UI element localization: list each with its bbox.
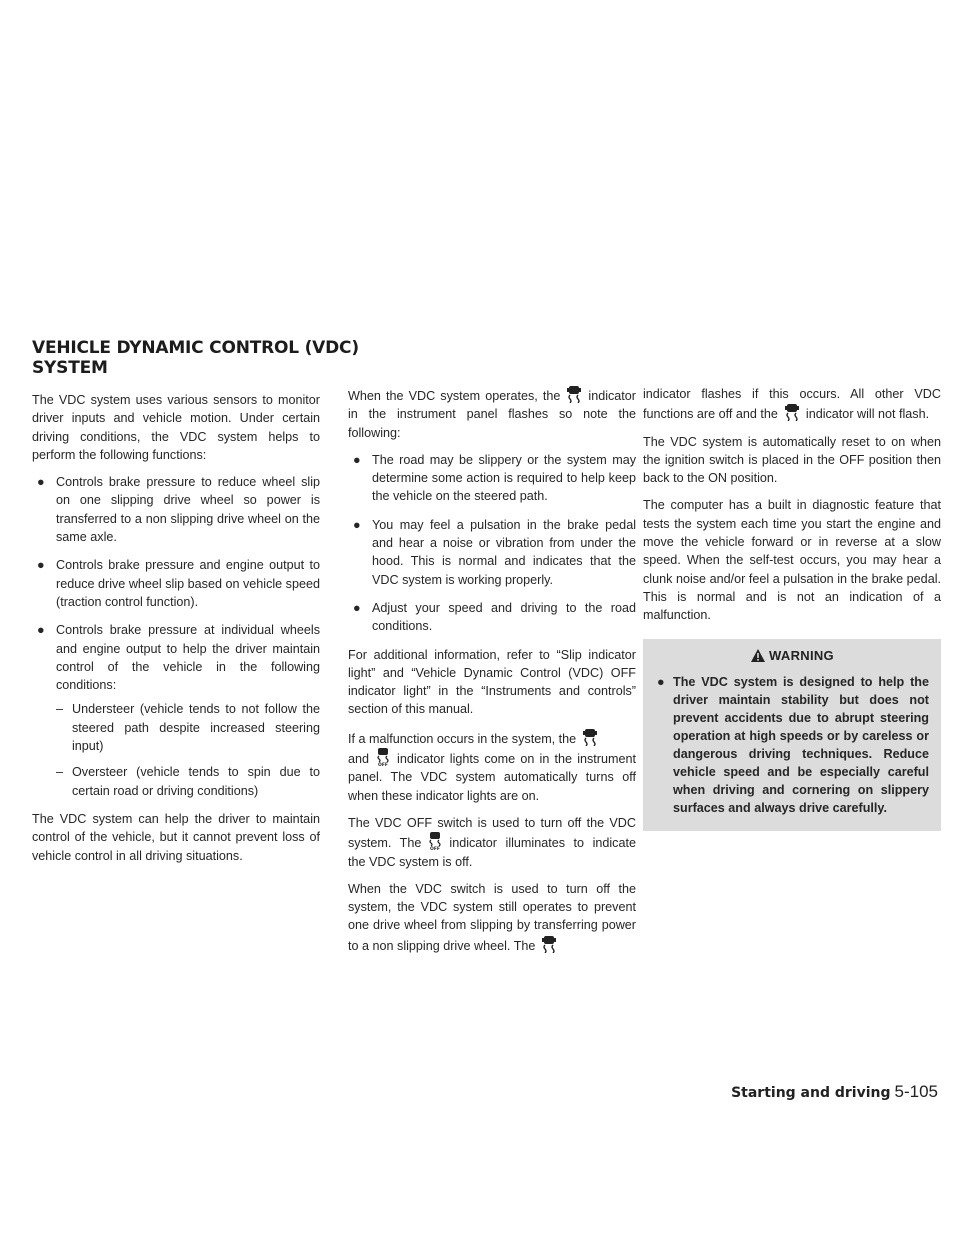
intro-paragraph: The VDC system uses various sensors to monitor driver inputs and vehicle motion. Under certain driving conditions, the VDC system helps to perform the following functions: xyxy=(32,393,320,462)
closing-paragraph: The VDC system can help the driver to maintain control of the vehicle, but it cannot prevent loss of vehicle control in all driving situations. xyxy=(32,811,320,863)
dash-mark: – xyxy=(56,702,64,717)
section-title xyxy=(32,338,359,378)
bullet-mark: ● xyxy=(353,600,361,615)
switch-operation-paragraph: When the VDC switch is used to turn off the system, the VDC system still operates to prevent one drive wheel from slipping by transferring power to a non slipping drive wheel. The xyxy=(348,881,636,953)
right-column xyxy=(643,385,941,831)
list-item: ● Controls brake pressure and engine output to reduce drive wheel slip based on vehicle speed (traction control function). xyxy=(37,558,320,609)
reset-paragraph: The VDC system is automatically reset to on when the ignition switch is placed in the OFF position then back to the ON position. xyxy=(643,434,941,486)
function-list xyxy=(32,473,320,800)
left-column xyxy=(32,391,320,874)
slip-indicator-icon xyxy=(579,728,601,746)
malfunction-paragraph: If a malfunction occurs in the system, the and indicator lights come on in the instrument panel. The VDC system automatically turns off when these indicator lights are on. xyxy=(348,728,636,805)
flash-paragraph: indicator flashes if this occurs. All other VDC functions are off and the indicator will not flash. xyxy=(643,387,941,422)
warning-header xyxy=(655,647,929,665)
slip-indicator-icon xyxy=(563,385,585,403)
slip-indicator-icon xyxy=(781,403,803,421)
list-item: – Understeer (vehicle tends to not follow the steered path despite increased steering input) xyxy=(56,702,320,754)
page-number: 5-105 xyxy=(894,1082,938,1101)
bullet-mark: ● xyxy=(37,558,45,573)
section-title-line1: VEHICLE DYNAMIC CONTROL (VDC) xyxy=(32,338,359,358)
diagnostic-paragraph: The computer has a built in diagnostic feature that tests the system each time you start the engine and move the vehicle forward or in reverse at a slow speed. When the self-test occurs, you may hear a clunk noise and/or feel a pulsation in the brake pedal. This is normal and is not an indication of a malfunction. xyxy=(643,498,941,623)
bullet-mark: ● xyxy=(353,517,361,532)
bullet-mark: ● xyxy=(657,674,665,689)
note-list xyxy=(348,451,636,636)
reference-paragraph: For additional information, refer to “Slip indicator light” and “Vehicle Dynamic Control (VDC) OFF indicator light” in the “Instruments and controls” section of this manual. xyxy=(348,647,636,717)
list-item: ● You may feel a pulsation in the brake pedal and hear a noise or vibration from under the hood. This is normal and indicates that the VDC system is working properly. xyxy=(353,517,636,587)
middle-column xyxy=(348,385,636,964)
list-item: ● Adjust your speed and driving to the road conditions. xyxy=(353,600,636,634)
vdc-off-indicator-icon xyxy=(372,748,394,766)
list-item: ● Controls brake pressure to reduce wheel slip on one slipping drive wheel so power is transferred to a non slipping drive wheel on the same axle. xyxy=(37,475,320,545)
warning-box xyxy=(643,639,941,831)
list-item: – Oversteer (vehicle tends to spin due to certain road or driving conditions) xyxy=(56,765,320,798)
warning-item xyxy=(655,673,929,817)
vdc-off-indicator-icon xyxy=(424,832,446,850)
bullet-mark: ● xyxy=(37,475,45,490)
off-switch-paragraph: The VDC OFF switch is used to turn off the VDC system. The indicator illuminates to indicate the VDC system is off. xyxy=(348,815,636,869)
warning-title: WARNING xyxy=(769,647,834,663)
dash-mark: – xyxy=(56,765,64,780)
warning-text: The VDC system is designed to help the driver maintain stability but does not prevent accidents due to abrupt steering operation at high speeds or by careless or dangerous driving techniques. Reduce vehicle speed and be especially careful when driving and cornering on slippery surfaces and always drive carefully. xyxy=(673,674,929,815)
footer-section-name: Starting and driving xyxy=(731,1085,891,1101)
list-item: ● The road may be slippery or the system may determine some action is required to help keep the vehicle on the steered path. xyxy=(353,452,636,504)
list-item: ● Controls brake pressure at individual wheels and engine output to help the driver maintain control of the vehicle in the following conditions: – Understeer (vehicle tends to not follow the steered path despite increased steering input) – Oversteer (vehicle tends to spin due to certain road or driving conditions) xyxy=(32,621,320,800)
operation-paragraph: When the VDC system operates, the indicator in the instrument panel flashes so note the following: xyxy=(348,385,636,442)
section-title-line2: SYSTEM xyxy=(32,358,108,378)
slip-indicator-icon xyxy=(538,935,560,953)
warning-triangle-icon xyxy=(750,648,766,663)
page-footer xyxy=(731,1082,938,1102)
condition-list xyxy=(56,700,320,799)
bullet-mark: ● xyxy=(37,623,45,638)
bullet-mark: ● xyxy=(353,452,361,467)
